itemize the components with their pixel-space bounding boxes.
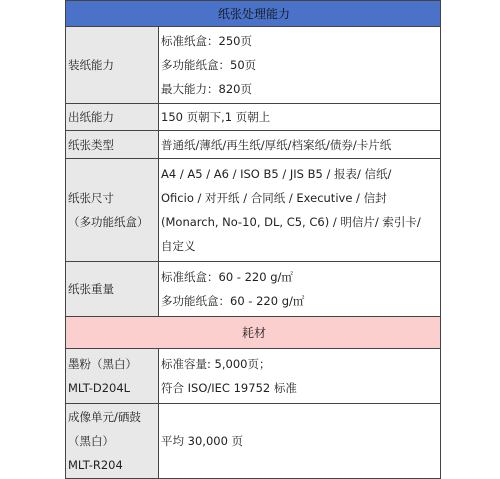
paper-input-line: 标准纸盒：250页 [161,34,252,48]
paper-input-line: 多功能纸盒：50页 [161,58,257,72]
row-imaging-unit [66,404,441,479]
label-paper-input: 装纸能力 [66,27,159,104]
row-paper-input [66,27,441,104]
label-paper-weight: 纸张重量 [66,262,159,317]
toner-label-line: MLT-D204L [68,381,131,395]
row-paper-output [66,104,441,131]
imaging-unit-label-line: 成像单元/硒鼓 [68,410,141,424]
row-paper-size [66,159,441,262]
paper-size-line: 自定义 [161,239,196,253]
paper-weight-line: 标准纸盒：60 - 220 g/㎡ [161,270,293,284]
toner-line: 符合 ISO/IEC 19752 标准 [161,381,297,395]
label-paper-size [66,159,159,262]
imaging-unit-label-line: （黑白） [68,434,114,448]
value-paper-type: 普通纸/薄纸/再生纸/厚纸/档案纸/债券/卡片纸 [159,131,441,159]
label-toner [66,349,159,404]
section-title-consumables: 耗材 [66,317,441,349]
value-paper-input [159,27,441,104]
value-toner [159,349,441,404]
paper-size-label-line: （多功能纸盒） [68,215,149,229]
value-paper-weight [159,262,441,317]
row-toner [66,349,441,404]
value-imaging-unit: 平均 30,000 页 [159,404,441,479]
paper-input-line: 最大能力：820页 [161,82,252,96]
imaging-unit-label-line: MLT-R204 [68,458,123,472]
label-paper-output: 出纸能力 [66,104,159,131]
spec-table [65,0,441,479]
row-paper-type [66,131,441,159]
row-paper-weight [66,262,441,317]
section-header-paper-handling [66,1,441,27]
label-imaging-unit [66,404,159,479]
section-title-paper-handling: 纸张处理能力 [66,1,441,27]
label-paper-type: 纸张类型 [66,131,159,159]
value-paper-output: 150 页朝下,1 页朝上 [159,104,441,131]
paper-size-line: Oficio / 对开纸 / 合同纸 / Executive / 信封 [161,191,387,205]
paper-weight-line: 多功能纸盒：60 - 220 g/㎡ [161,294,305,308]
paper-size-line: A4 / A5 / A6 / ISO B5 / JIS B5 / 报表/ 信纸/ [161,167,392,181]
value-paper-size [159,159,441,262]
toner-label-line: 墨粉（黑白） [68,357,137,371]
toner-line: 标准容量: 5,000页； [161,357,271,371]
paper-size-line: (Monarch, No-10, DL, C5, C6) / 明信片/ 索引卡/ [161,215,421,229]
section-header-consumables [66,317,441,349]
paper-size-label-line: 纸张尺寸 [68,191,114,205]
